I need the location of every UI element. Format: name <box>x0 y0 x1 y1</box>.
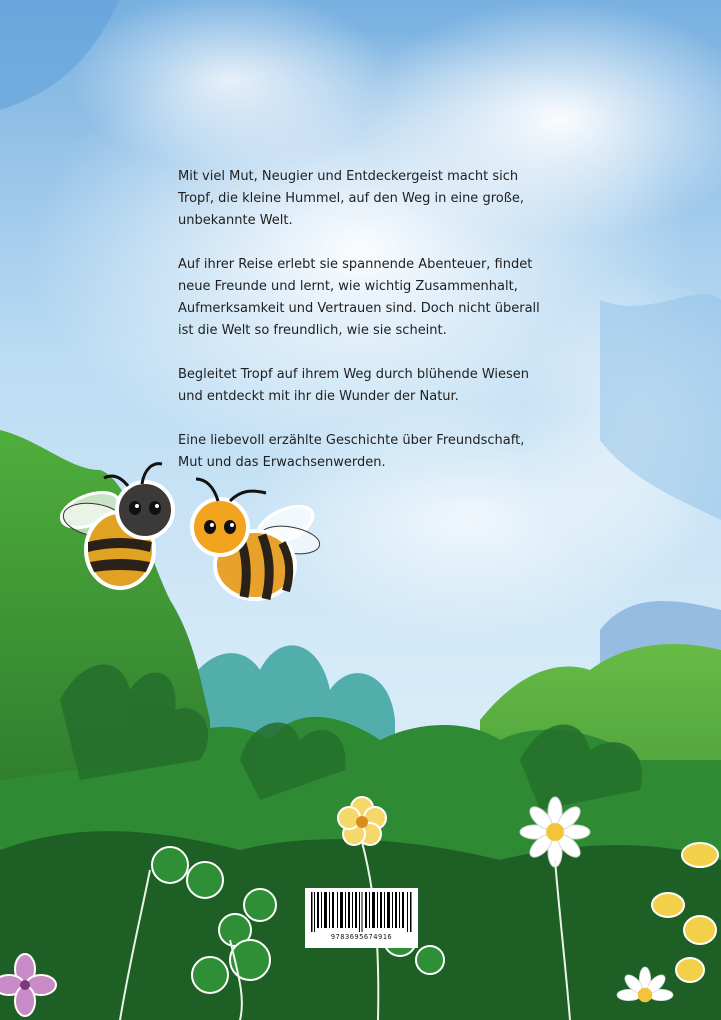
back-cover-blurb <box>178 166 548 496</box>
barcode-bars <box>311 892 412 932</box>
barcode <box>305 888 418 948</box>
blurb-paragraph-4: Eine liebevoll erzählte Geschichte über Freundschaft, Mut und das Erwachsenwerden. <box>178 433 525 470</box>
blurb-paragraph-1: Mit viel Mut, Neugier und Entdeckergeist macht sich Tropf, die kleine Hummel, auf den Weg in eine große, unbekannte Welt. <box>178 169 525 228</box>
barcode-number: 9783695674916 <box>330 933 393 941</box>
blurb-paragraph-2: Auf ihrer Reise erlebt sie spannende Abenteuer, findet neue Freunde und lernt, wie wichtig Zusammenhalt, Aufmerksamkeit und Vertrauen sind. Doch nicht überall ist die Welt so freundlich, wie sie scheint. <box>178 257 540 338</box>
blurb-paragraph-3: Begleitet Tropf auf ihrem Weg durch blühende Wiesen und entdeckt mit ihr die Wunder der Natur. <box>178 367 530 404</box>
